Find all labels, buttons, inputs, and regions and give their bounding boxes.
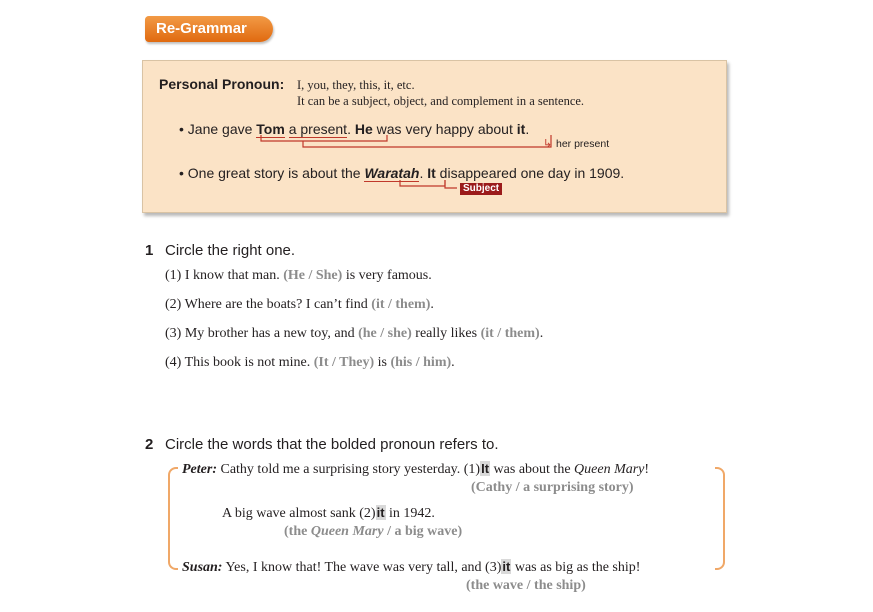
option-text: / a big wave): [387, 524, 463, 539]
question-number: 2: [145, 436, 154, 453]
bold-pronoun: It: [481, 461, 490, 476]
arrow-icon: ↳: [543, 138, 553, 150]
dialogue-line-2: [222, 505, 435, 522]
example-dot: .: [525, 121, 530, 137]
dialogue-text: Cathy told me a surprising story yesterday. (1): [220, 462, 481, 477]
choice-option[interactable]: (the wave / the ship): [466, 578, 586, 593]
subject-badge: Subject: [460, 183, 502, 195]
example-text: Jane gave: [187, 121, 253, 137]
option-text: Queen Mary: [310, 524, 384, 539]
left-bracket: [168, 467, 178, 570]
grammar-title: Personal Pronoun:: [159, 76, 285, 92]
dialogue-text: A big wave almost sank (2): [222, 506, 376, 521]
example-note: her present: [556, 138, 610, 150]
bullet: •: [179, 165, 184, 181]
speaker-name: Peter:: [182, 462, 217, 477]
section-tab: Re-Grammar: [145, 16, 273, 42]
item-text: Where are the boats? I can’t find: [184, 297, 368, 312]
speaker-name: Susan:: [182, 560, 223, 575]
grammar-desc-line2: It can be a subject, object, and complement in a sentence.: [297, 94, 585, 108]
example-word-present: a present: [288, 121, 348, 137]
bold-pronoun: it: [502, 559, 511, 574]
choice-option[interactable]: (he / she): [358, 326, 412, 341]
item-text: .: [539, 326, 544, 341]
item-number: (1): [165, 268, 182, 283]
example-text: was very happy about: [376, 121, 513, 137]
dialogue-text: !: [644, 462, 650, 477]
bold-pronoun: it: [376, 505, 385, 520]
example-word-he: He: [354, 121, 373, 137]
choice-option[interactable]: [284, 524, 462, 540]
question-title: Circle the right one.: [165, 242, 296, 259]
exercise-item-3: [165, 326, 543, 342]
item-number: (3): [165, 326, 182, 341]
question-title: Circle the words that the bolded pronoun refers to.: [165, 436, 499, 453]
dialogue-line-1: [182, 461, 649, 478]
item-text: My brother has a new toy, and: [184, 326, 355, 341]
example-dot: .: [347, 121, 351, 137]
item-text: is: [377, 355, 387, 370]
bullet: •: [179, 121, 184, 137]
right-bracket: [715, 467, 725, 570]
dialogue-line-3: [182, 559, 640, 576]
item-text: .: [430, 297, 434, 312]
example-word-it: It: [427, 165, 436, 181]
choice-option[interactable]: (his / him): [390, 355, 452, 370]
choice-option[interactable]: (He / She): [283, 268, 343, 283]
example-word-tom: Tom: [256, 121, 285, 137]
exercise-item-2: [165, 297, 434, 313]
dialogue-text: Yes, I know that! The wave was very tall, and (3): [225, 560, 502, 575]
choice-option[interactable]: (It / They): [313, 355, 375, 370]
example-text: One great story is about the: [187, 165, 361, 181]
example-text: disappeared one day in 1909.: [439, 165, 625, 181]
item-text: This book is not mine.: [184, 355, 311, 370]
item-number: (4): [165, 355, 182, 370]
item-text: is very famous.: [345, 268, 432, 283]
choice-option[interactable]: (Cathy / a surprising story): [471, 480, 634, 495]
dialogue-text: was as big as the ship!: [514, 560, 641, 575]
choice-option[interactable]: (it / them): [480, 326, 540, 341]
choice-option[interactable]: (it / them): [371, 297, 431, 312]
example-dot: .: [419, 165, 424, 181]
grammar-desc-line1: I, you, they, this, it, etc.: [297, 78, 415, 92]
example-word-it: it: [516, 121, 526, 137]
reference-connector-lines: [255, 133, 555, 153]
exercise-item-4: [165, 355, 455, 371]
item-text: .: [451, 355, 455, 370]
dialogue-text: in 1942.: [389, 506, 435, 521]
question-number: 1: [145, 242, 154, 259]
item-text: really likes: [415, 326, 478, 341]
dialogue-text: was about the: [493, 462, 571, 477]
exercise-item-1: [165, 268, 432, 284]
option-text: (the: [284, 524, 308, 539]
dialogue-text: Queen Mary: [574, 462, 645, 477]
item-number: (2): [165, 297, 182, 312]
example-word-waratah: Waratah: [364, 165, 420, 181]
item-text: I know that man.: [184, 268, 280, 283]
reference-connector-lines: [395, 178, 465, 194]
